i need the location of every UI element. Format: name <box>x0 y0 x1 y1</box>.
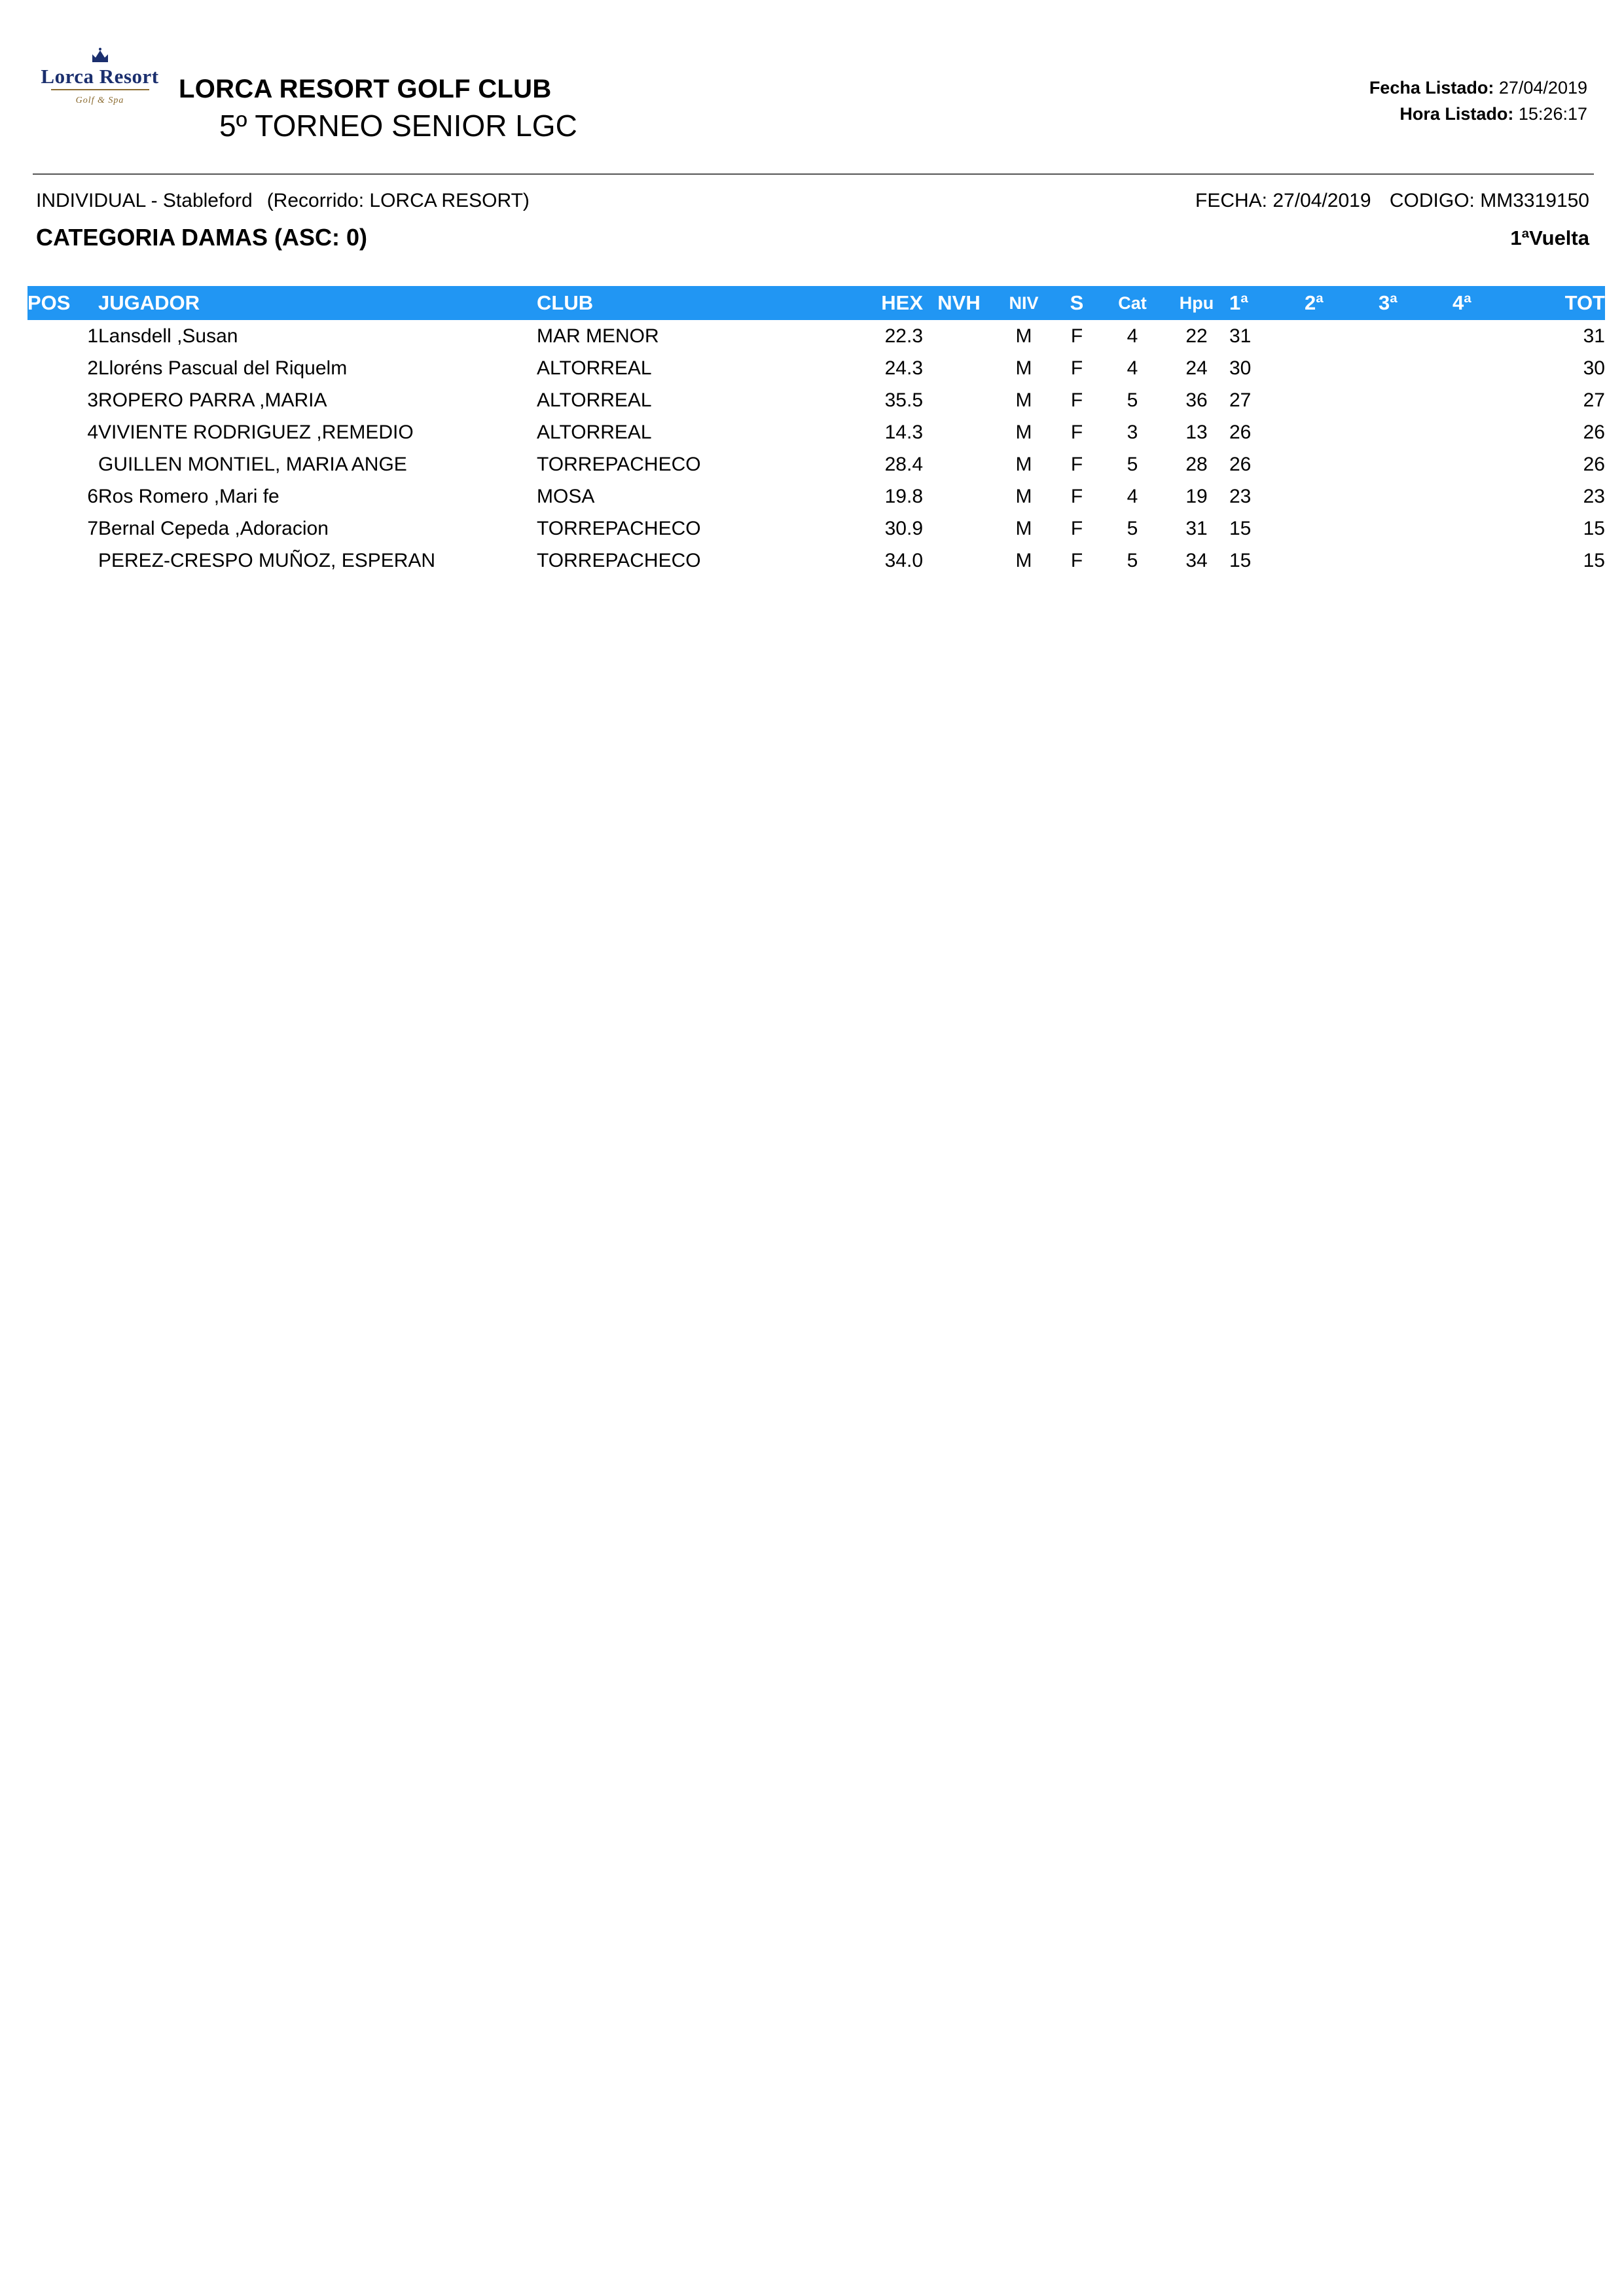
table-row <box>27 384 1605 416</box>
cell-hex: 30.9 <box>884 517 923 539</box>
cell-tot: 26 <box>1583 421 1605 443</box>
cell-tot: 26 <box>1583 453 1605 475</box>
cell-r4 <box>1453 448 1526 480</box>
cell-pos <box>27 448 98 480</box>
col-header-s: S <box>1053 286 1101 320</box>
cell-r4 <box>1453 512 1526 545</box>
cell-s: F <box>1070 357 1083 379</box>
document-subheader <box>36 190 1591 262</box>
cell-r2 <box>1305 448 1379 480</box>
cell-niv: M <box>1015 325 1032 347</box>
cell-hex: 14.3 <box>884 421 923 443</box>
cell-niv: M <box>1015 517 1032 539</box>
cell-cat: 5 <box>1127 453 1138 475</box>
cell-niv: M <box>1015 357 1032 379</box>
cell-s: F <box>1070 517 1083 539</box>
cell-nvh <box>923 545 995 577</box>
cell-name: VIVIENTE RODRIGUEZ ,REMEDIO <box>98 421 414 443</box>
col-header-hex: HEX <box>825 286 923 320</box>
cell-club: ALTORREAL <box>537 421 652 443</box>
cell-r2 <box>1305 512 1379 545</box>
cell-hex: 19.8 <box>884 485 923 507</box>
listing-date-value: 27/04/2019 <box>1498 78 1587 98</box>
cell-hpu: 31 <box>1185 517 1208 539</box>
cell-hpu: 28 <box>1185 453 1208 475</box>
cell-tot: 23 <box>1583 485 1605 507</box>
round-label: 1ªVuelta <box>1510 226 1589 249</box>
cell-hex: 34.0 <box>884 549 923 571</box>
cell-cat: 4 <box>1127 357 1138 379</box>
fecha-codigo-line <box>1195 190 1589 212</box>
listing-meta <box>1129 75 1587 127</box>
cell-r1: 23 <box>1229 485 1252 507</box>
cell-club: MOSA <box>537 485 595 507</box>
cell-nvh <box>923 416 995 448</box>
cell-name: Ros Romero ,Mari fe <box>98 485 280 507</box>
cell-cat: 5 <box>1127 549 1138 571</box>
document-header <box>36 34 1587 152</box>
cell-hex: 22.3 <box>884 325 923 347</box>
logo-divider <box>51 89 149 90</box>
cell-hpu: 36 <box>1185 389 1208 411</box>
cell-hpu: 24 <box>1185 357 1208 379</box>
cell-hpu: 34 <box>1185 549 1208 571</box>
results-table-head <box>27 286 1605 320</box>
cell-name: GUILLEN MONTIEL, MARIA ANGE <box>98 453 407 475</box>
col-header-nvh: NVH <box>923 286 995 320</box>
cell-club: TORREPACHECO <box>537 549 701 571</box>
cell-cat: 3 <box>1127 421 1138 443</box>
results-table <box>27 286 1605 577</box>
cell-r2 <box>1305 320 1379 352</box>
cell-pos <box>27 545 98 577</box>
cell-r4 <box>1453 320 1526 352</box>
cell-hex: 24.3 <box>884 357 923 379</box>
table-row <box>27 448 1605 480</box>
cell-cat: 4 <box>1127 485 1138 507</box>
course-name: (Recorrido: LORCA RESORT) <box>266 190 530 211</box>
col-header-club: CLUB <box>537 286 825 320</box>
cell-tot: 31 <box>1583 325 1605 347</box>
col-header-round-2: 2ª <box>1305 286 1379 320</box>
cell-pos: 2 <box>87 357 98 379</box>
club-logo <box>36 41 164 113</box>
cell-r4 <box>1453 480 1526 512</box>
cell-club: ALTORREAL <box>537 357 652 379</box>
cell-club: TORREPACHECO <box>537 517 701 539</box>
cell-r2 <box>1305 545 1379 577</box>
col-header-hpu: Hpu <box>1164 286 1229 320</box>
cell-pos: 4 <box>87 421 98 443</box>
col-header-niv: NIV <box>995 286 1053 320</box>
listing-date-row <box>1129 75 1587 101</box>
cell-r3 <box>1379 480 1453 512</box>
cell-r2 <box>1305 352 1379 384</box>
cell-r3 <box>1379 352 1453 384</box>
cell-cat: 5 <box>1127 389 1138 411</box>
col-header-total: TOT <box>1526 286 1605 320</box>
cell-niv: M <box>1015 453 1032 475</box>
tournament-title: 5º TORNEO SENIOR LGC <box>219 109 577 143</box>
cell-tot: 15 <box>1583 517 1605 539</box>
logo-brand: Lorca Resort <box>41 64 159 88</box>
table-header-row <box>27 286 1605 320</box>
cell-s: F <box>1070 453 1083 475</box>
cell-pos: 7 <box>87 517 98 539</box>
listing-date-label: Fecha Listado: <box>1369 78 1494 98</box>
listing-time-label: Hora Listado: <box>1399 104 1514 124</box>
cell-hex: 35.5 <box>884 389 923 411</box>
club-name: LORCA RESORT GOLF CLUB <box>179 75 552 103</box>
cell-r4 <box>1453 352 1526 384</box>
cell-r4 <box>1453 384 1526 416</box>
cell-r1: 26 <box>1229 421 1252 443</box>
header-divider <box>33 173 1594 175</box>
cell-r3 <box>1379 384 1453 416</box>
cell-hpu: 22 <box>1185 325 1208 347</box>
cell-pos: 1 <box>87 325 98 347</box>
listing-time-row <box>1129 101 1587 127</box>
cell-tot: 27 <box>1583 389 1605 411</box>
cell-r3 <box>1379 545 1453 577</box>
col-header-round-1: 1ª <box>1229 286 1305 320</box>
cell-nvh <box>923 352 995 384</box>
table-row <box>27 320 1605 352</box>
cell-name: PEREZ-CRESPO MUÑOZ, ESPERAN <box>98 549 436 571</box>
cell-r1: 26 <box>1229 453 1252 475</box>
category-title: CATEGORIA DAMAS (ASC: 0) <box>36 224 367 251</box>
cell-nvh <box>923 480 995 512</box>
cell-club: TORREPACHECO <box>537 453 701 475</box>
cell-niv: M <box>1015 389 1032 411</box>
cell-r3 <box>1379 448 1453 480</box>
codigo-label: CODIGO: <box>1389 190 1475 211</box>
cell-r4 <box>1453 416 1526 448</box>
cell-r1: 30 <box>1229 357 1252 379</box>
cell-r3 <box>1379 320 1453 352</box>
cell-hpu: 19 <box>1185 485 1208 507</box>
cell-nvh <box>923 320 995 352</box>
fecha-label: FECHA: <box>1195 190 1268 211</box>
col-header-pos: POS <box>27 286 98 320</box>
cell-name: Lloréns Pascual del Riquelm <box>98 357 348 379</box>
cell-club: MAR MENOR <box>537 325 659 347</box>
cell-r1: 15 <box>1229 549 1252 571</box>
crown-icon <box>91 48 109 65</box>
results-table-body <box>27 320 1605 577</box>
cell-s: F <box>1070 421 1083 443</box>
cell-r3 <box>1379 512 1453 545</box>
fecha-value: 27/04/2019 <box>1272 190 1371 211</box>
cell-r1: 27 <box>1229 389 1252 411</box>
cell-name: Bernal Cepeda ,Adoracion <box>98 517 329 539</box>
cell-cat: 5 <box>1127 517 1138 539</box>
cell-r4 <box>1453 545 1526 577</box>
cell-hpu: 13 <box>1185 421 1208 443</box>
cell-tot: 15 <box>1583 549 1605 571</box>
listing-time-value: 15:26:17 <box>1518 104 1587 124</box>
col-header-name: JUGADOR <box>98 286 537 320</box>
cell-tot: 30 <box>1583 357 1605 379</box>
cell-s: F <box>1070 485 1083 507</box>
logo-tagline: Golf & Spa <box>75 95 124 105</box>
cell-r2 <box>1305 480 1379 512</box>
table-row <box>27 352 1605 384</box>
cell-niv: M <box>1015 421 1032 443</box>
col-header-round-3: 3ª <box>1379 286 1453 320</box>
cell-r1: 15 <box>1229 517 1252 539</box>
cell-r1: 31 <box>1229 325 1252 347</box>
table-row <box>27 545 1605 577</box>
play-mode: INDIVIDUAL - Stableford <box>36 190 253 211</box>
col-header-cat: Cat <box>1101 286 1164 320</box>
cell-r3 <box>1379 416 1453 448</box>
cell-s: F <box>1070 389 1083 411</box>
cell-s: F <box>1070 325 1083 347</box>
cell-name: Lansdell ,Susan <box>98 325 238 347</box>
cell-pos: 3 <box>87 389 98 411</box>
table-row <box>27 512 1605 545</box>
cell-hex: 28.4 <box>884 453 923 475</box>
cell-s: F <box>1070 549 1083 571</box>
cell-nvh <box>923 512 995 545</box>
cell-r2 <box>1305 384 1379 416</box>
cell-name: ROPERO PARRA ,MARIA <box>98 389 327 411</box>
cell-cat: 4 <box>1127 325 1138 347</box>
results-table-wrapper <box>27 286 1605 577</box>
col-header-round-4: 4ª <box>1453 286 1526 320</box>
table-row <box>27 480 1605 512</box>
codigo-value: MM3319150 <box>1480 190 1589 211</box>
table-row <box>27 416 1605 448</box>
cell-nvh <box>923 448 995 480</box>
play-mode-line <box>36 190 530 212</box>
cell-pos: 6 <box>87 485 98 507</box>
cell-niv: M <box>1015 485 1032 507</box>
cell-niv: M <box>1015 549 1032 571</box>
cell-nvh <box>923 384 995 416</box>
cell-r2 <box>1305 416 1379 448</box>
cell-club: ALTORREAL <box>537 389 652 411</box>
